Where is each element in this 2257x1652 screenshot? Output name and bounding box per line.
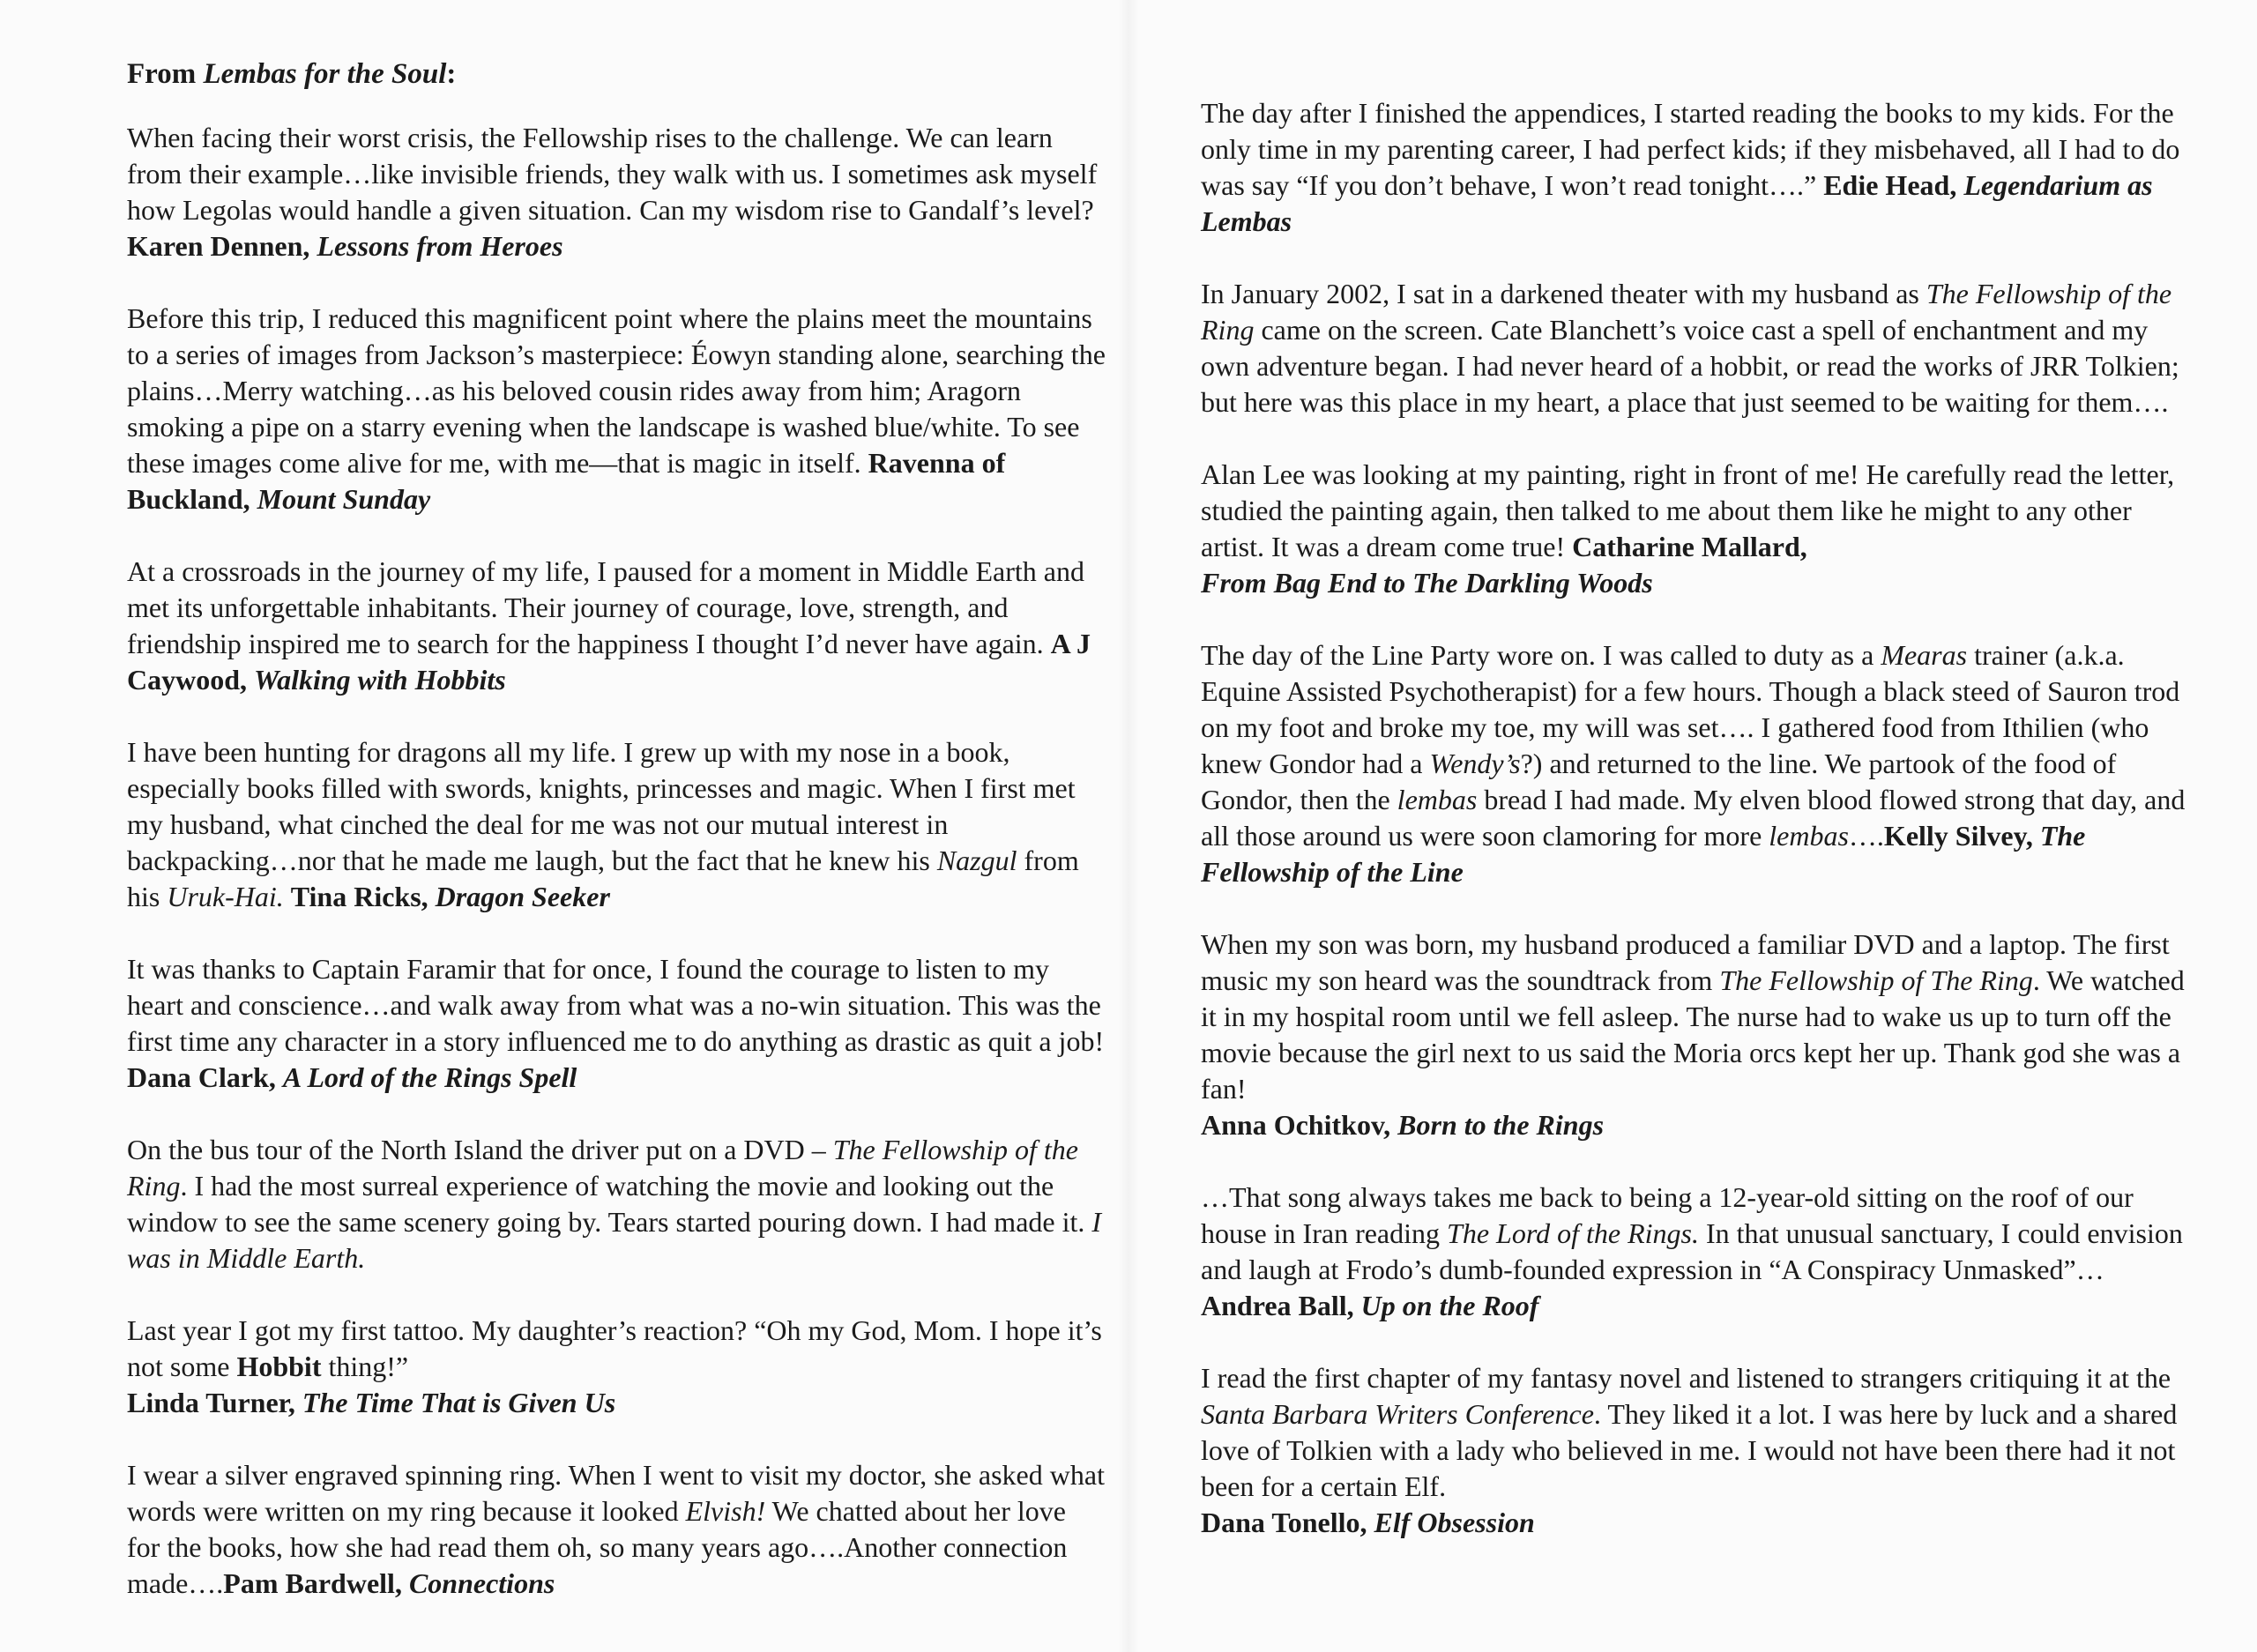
quote-text: It was thanks to Captain Faramir that for once, I found the courage to listen to my heart and conscience…and walk away from what was a no-win situation. This was the first time any character in a story influenced me to do anything as drastic as quit a job! — [127, 953, 1105, 1057]
quote-italic: lembas — [1397, 784, 1478, 815]
quote-text: I read the first chapter of my fantasy novel and listened to strangers critiquing it at the — [1201, 1362, 2171, 1394]
quote-italic: Nazgul — [936, 845, 1017, 876]
quote-entry — [1201, 926, 2188, 1143]
quote-italic: The Fellowship of the Ring — [1201, 278, 2172, 346]
quote-italic: The Lord of the Rings. — [1447, 1217, 1699, 1249]
quote-text: bread I had made. My elven blood flowed strong that day, and all those around us were soon clamoring for more — [1201, 784, 2186, 852]
left-column — [127, 55, 1106, 1638]
quote-author: Kelly Silvey, — [1883, 820, 2040, 852]
quote-title: The Time That is Given Us — [302, 1387, 616, 1418]
heading-book-title: Lembas for the Soul — [203, 58, 447, 90]
quote-entry — [1201, 276, 2188, 420]
quote-entry — [1201, 1360, 2188, 1541]
quote-author: Karen Dennen, — [127, 230, 317, 262]
quote-text: Last year I got my first tattoo. My daughter’s reaction? “Oh my God, Mom. I hope it’s not some — [127, 1314, 1102, 1382]
quote-italic: Santa Barbara Writers Conference — [1201, 1398, 1594, 1430]
quote-italic: Wendy’s — [1429, 748, 1521, 779]
quote-title: Lessons from Heroes — [317, 230, 563, 262]
quote-title: Legendarium as Lembas — [1201, 169, 2153, 237]
quote-entry — [127, 120, 1106, 264]
quote-author: Andrea Ball, — [1201, 1290, 1361, 1321]
quote-entry — [127, 1313, 1106, 1421]
quote-title: A Lord of the Rings Spell — [282, 1061, 577, 1093]
quote-italic: lembas — [1769, 820, 1849, 852]
quote-entry — [1201, 1179, 2188, 1324]
quote-text: When facing their worst crisis, the Fellowship rises to the challenge. We can learn from their example…like invisible friends, they walk with us. I sometimes ask myself how Legolas would handle a given situation. Can my wisdom rise to Gandalf’s level? — [127, 122, 1098, 226]
quote-text: thing!” — [321, 1351, 409, 1382]
quote-italic: I was in Middle Earth. — [127, 1206, 1102, 1274]
quote-entry — [1201, 95, 2188, 240]
quote-author: Linda Turner, — [127, 1387, 302, 1418]
quote-text: ?) and returned to the line. We partook of the food of Gondor, then the — [1201, 748, 2117, 815]
quote-text: . We watched it in my hospital room until we fell asleep. The nurse had to wake us up to turn off the movie because the girl next to us said the Moria orcs kept her up. Thank god she was a fan! — [1201, 964, 2185, 1105]
quote-entry — [127, 554, 1106, 698]
quote-text: …. — [1848, 820, 1884, 852]
quote-title: From Bag End to The Darkling Woods — [1201, 567, 1653, 599]
quote-title: Elf Obsession — [1374, 1507, 1535, 1538]
quote-text: The day after I finished the appendices, I started reading the books to my kids. For the only time in my parenting career, I had perfect kids; if they misbehaved, all I had to do was say “If you don’t behave, I won’t read tonight….” — [1201, 97, 2180, 201]
quote-italic: The Fellowship of The Ring — [1719, 964, 2033, 996]
heading-prefix: From — [127, 58, 204, 90]
quote-author: Ravenna of Buckland, — [127, 447, 1006, 515]
quote-text: trainer (a.k.a. Equine Assisted Psychotherapist) for a few hours. Though a black steed of Sauron trod on my foot and broke my toe, my will was set…. I gathered food from Ithilien (who knew Gondor had a — [1201, 639, 2180, 779]
quote-title: The Fellowship of the Line — [1201, 820, 2086, 888]
quote-author: Catharine Mallard, — [1572, 531, 1807, 562]
quote-text: In that unusual sanctuary, I could envision and laugh at Frodo’s dumb-founded expression in “A Conspiracy Unmasked”… — [1201, 1217, 2183, 1285]
quote-author: Dana Clark, — [127, 1061, 283, 1093]
quote-entry — [1201, 637, 2188, 890]
quote-entry — [127, 1132, 1106, 1276]
quote-text: We chatted about her love for the books, how she had read them oh, so many years ago….Another connection made…. — [127, 1495, 1068, 1599]
quote-text: I wear a silver engraved spinning ring. When I went to visit my doctor, she asked what words were written on my ring because it looked — [127, 1459, 1105, 1527]
quote-author: Anna Ochitkov, — [1201, 1109, 1398, 1141]
quote-entry — [127, 1457, 1106, 1602]
quote-italic: Uruk-Hai. — [167, 881, 284, 912]
quote-entry — [127, 951, 1106, 1096]
heading-suffix: : — [446, 58, 457, 90]
quote-entry — [127, 734, 1106, 915]
right-page — [1128, 0, 2257, 1652]
quote-italic: Mearas — [1881, 639, 1968, 671]
quote-text: The day of the Line Party wore on. I was called to duty as a — [1201, 639, 1881, 671]
right-column — [1201, 95, 2188, 1577]
quote-text: . They liked it a lot. I was here by luck and a shared love of Tolkien with a lady who believed in me. I would not have been there had it not been for a certain Elf. — [1201, 1398, 2178, 1502]
quote-text: …That song always takes me back to being a 12-year-old sitting on the roof of our house in Iran reading — [1201, 1181, 2134, 1249]
left-page — [0, 0, 1128, 1652]
quote-italic: The Fellowship of the Ring — [127, 1134, 1078, 1202]
quote-text: At a crossroads in the journey of my life, I paused for a moment in Middle Earth and met its unforgettable inhabitants. Their journey of courage, love, strength, and friendship inspired me to search for the happiness I thought I’d never have again. — [127, 555, 1084, 659]
section-heading — [127, 55, 1106, 93]
quote-title: Mount Sunday — [257, 483, 431, 515]
quote-text: When my son was born, my husband produced a familiar DVD and a laptop. The first music my son heard was the soundtrack from — [1201, 928, 2170, 996]
quote-text: On the bus tour of the North Island the driver put on a DVD – — [127, 1134, 833, 1165]
quote-text: In January 2002, I sat in a darkened theater with my husband as — [1201, 278, 1926, 309]
quote-text: . I had the most surreal experience of watching the movie and looking out the window to see the same scenery going by. Tears started pouring down. I had made it. — [127, 1170, 1092, 1238]
quote-author: Pam Bardwell, — [223, 1567, 409, 1599]
quote-italic: Elvish! — [685, 1495, 766, 1527]
quote-entry — [127, 301, 1106, 517]
quote-author: A J Caywood, — [127, 628, 1091, 696]
quote-bold: Hobbit — [236, 1351, 322, 1382]
quote-author: Edie Head, — [1823, 169, 1964, 201]
quote-title: Connections — [408, 1567, 555, 1599]
quote-author: Dana Tonello, — [1201, 1507, 1374, 1538]
quote-text: Before this trip, I reduced this magnificent point where the plains meet the mountains to a series of images from Jackson’s masterpiece: Éowyn standing alone, searching the plains…Merry watching…as his beloved cousin rides away from him; Aragorn smoking a pipe on a starry evening when the landscape is washed blue/white. To see these images come alive for me, with me—that is magic in itself. — [127, 302, 1106, 479]
quote-title: Dragon Seeker — [435, 881, 610, 912]
quote-text: I have been hunting for dragons all my life. I grew up with my nose in a book, especially books filled with swords, knights, princesses and magic. When I first met my husband, what cinched the deal for me was not our mutual interest in backpacking…nor that he made me laugh, but the fact that he knew his — [127, 736, 1076, 876]
quote-text: came on the screen. Cate Blanchett’s voice cast a spell of enchantment and my own adventure began. I had never heard of a hobbit, or read the works of JRR Tolkien; but here was this place in my heart, a place that just seemed to be waiting for them…. — [1201, 314, 2179, 418]
quote-text: from his — [127, 845, 1079, 912]
quote-author: Tina Ricks, — [290, 881, 436, 912]
quote-title: Walking with Hobbits — [254, 664, 506, 696]
quote-title: Born to the Rings — [1397, 1109, 1605, 1141]
quote-text: Alan Lee was looking at my painting, right in front of me! He carefully read the letter, studied the painting again, then talked to me about them like he might to any other artist. It was a dream come true! — [1201, 458, 2175, 562]
quote-title: Up on the Roof — [1360, 1290, 1539, 1321]
quote-entry — [1201, 457, 2188, 601]
